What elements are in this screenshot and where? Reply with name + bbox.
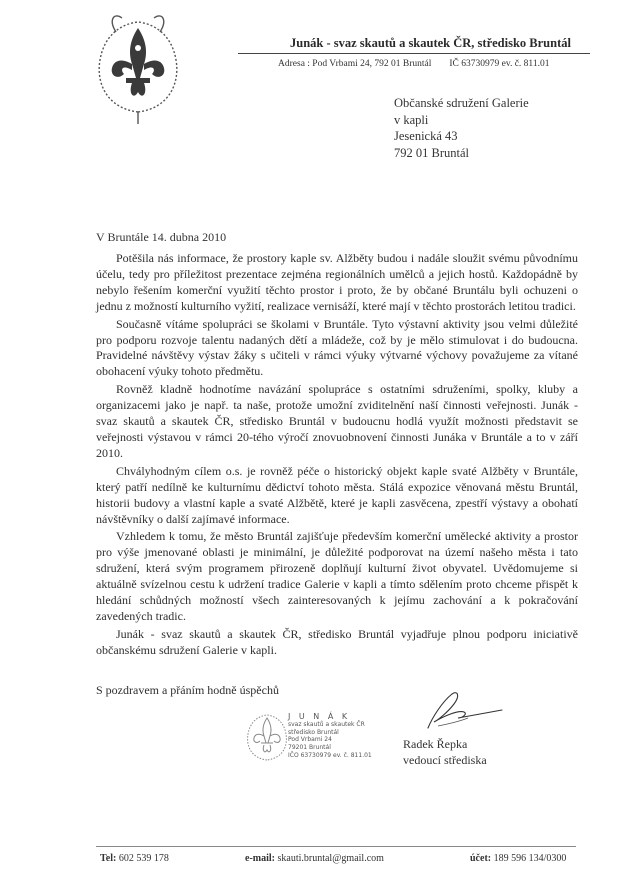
organization-stamp — [288, 713, 372, 760]
body-paragraph: Rovněž kladně hodnotíme navázání spolupráce s ostatními sdruženími, spolky, kluby a organizacemi jako je např. ta naše, protože umožní zviditelnění naší činnosti veřejnosti. Junák - svaz skautů a skautek ČR, středisko Bruntál v budoucnu hodlá využít možnosti představit se veřejnosti výstavou v rámci 20-tého výročí znovuobnovení činnosti Junáka v Bruntále a to v září 2010. — [96, 382, 578, 460]
email-label: e-mail: — [245, 853, 275, 864]
letterhead-title: Junák - svaz skautů a skautek ČR, středisko Bruntál — [290, 36, 571, 50]
letterhead-divider — [238, 53, 590, 54]
scout-lily-logo — [92, 8, 184, 126]
ico-text: IČ 63730979 ev. č. 811.01 — [449, 59, 550, 69]
stamp-line: 79201 Bruntál — [288, 744, 331, 752]
stamp-lily-icon — [244, 708, 290, 766]
footer-email — [245, 853, 384, 864]
signer-role: vedoucí střediska — [403, 753, 487, 767]
stamp-line: Pod Vrbami 24 — [288, 736, 332, 744]
account-label: účet: — [470, 853, 492, 864]
footer-divider — [96, 846, 576, 847]
footer-phone — [100, 853, 169, 864]
recipient-line: 792 01 Bruntál — [394, 145, 469, 160]
body-paragraph: Současně vítáme spolupráci se školami v Bruntále. Tyto výstavní aktivity jsou velmi důležité pro podporu rozvoje talentu nadaných dětí a mládeže, což by je mělo stimulovat i do budoucna. Pravidelné návštěvy výstav žáky s učiteli v rámci výuky výtvarné výchovy považujeme za vítané obohacení výuky tohoto předmětu. — [96, 316, 578, 379]
phone-label: Tel: — [100, 853, 117, 864]
body-paragraph: Vzhledem k tomu, že město Bruntál zajišťuje především komerční umělecké aktivity a prostor pro výše jmenované oblasti je minimální, je důležité podporovat na území našeho města i tato sdružení, která svým programem přirozeně doplňují kulturní život obyvatel. Uvědomujeme si aktuálně svízelnou cestu k udržení tradice Galerie v kapli a tímto sdělením proto chceme přispět k hledání schůdných možností všech zainteresovaných k jejímu zachování a k pokračování zavedených tradic. — [96, 529, 578, 623]
letter-date: V Bruntále 14. dubna 2010 — [96, 230, 227, 244]
body-paragraph: Potěšila nás informace, že prostory kaple sv. Alžběty budou i nadále sloužit svému původnímu účelu, tedy pro příležitost prezentace zejména regionálních umělců a jejich hostů. Každopádně by nebylo řešením komerční využití těchto prostor i proto, že by občané Bruntálu byli ochuzeni o jednu z možností kulturního vyžití, realizace vernisáží, které mají v těchto prostorách letitou tradici. — [96, 251, 578, 313]
letterhead-address — [278, 59, 549, 69]
handwritten-signature — [398, 688, 518, 732]
email-address: skauti.bruntal@gmail.com — [277, 853, 384, 864]
signer-name: Radek Řepka — [403, 737, 468, 751]
closing-greeting: S pozdravem a přáním hodně úspěchů — [96, 683, 279, 697]
recipient-address — [394, 95, 529, 161]
stamp-line: IČO 63730979 ev. č. 811.01 — [288, 751, 372, 759]
footer-account — [470, 853, 566, 864]
letter-body — [96, 251, 578, 659]
body-paragraph: Junák - svaz skautů a skautek ČR, středisko Bruntál vyjadřuje plnou podporu iniciativě občanskému sdružení Galerie v kapli. — [96, 626, 578, 657]
phone-number: 602 539 178 — [118, 853, 169, 864]
stamp-line: svaz skautů a skautek ČR — [288, 720, 365, 728]
stamp-line: středisko Bruntál — [288, 728, 339, 736]
address-text: Adresa : Pod Vrbami 24, 792 01 Bruntál — [278, 59, 432, 69]
body-paragraph: Chvályhodným cílem o.s. je rovněž péče o historický objekt kaple svaté Alžběty v Bruntále, který patří nedílně ke kulturnímu dědictví tohoto města. Stálá expozice věnovaná městu Bruntál, historii budovy a vlastní kaple a svaté Alžbětě, které je kapli zasvěcena, zpestří výstavy a obohatí návštěvníky o další zajímavé informace. — [96, 463, 578, 526]
recipient-line: Občanské sdružení Galerie — [394, 96, 529, 110]
signer-block — [403, 736, 487, 768]
account-number: 189 596 134/0300 — [493, 853, 567, 864]
recipient-line: v kapli — [394, 112, 429, 127]
recipient-line: Jesenická 43 — [394, 129, 458, 143]
stamp-line: J U N Á K — [288, 712, 351, 721]
